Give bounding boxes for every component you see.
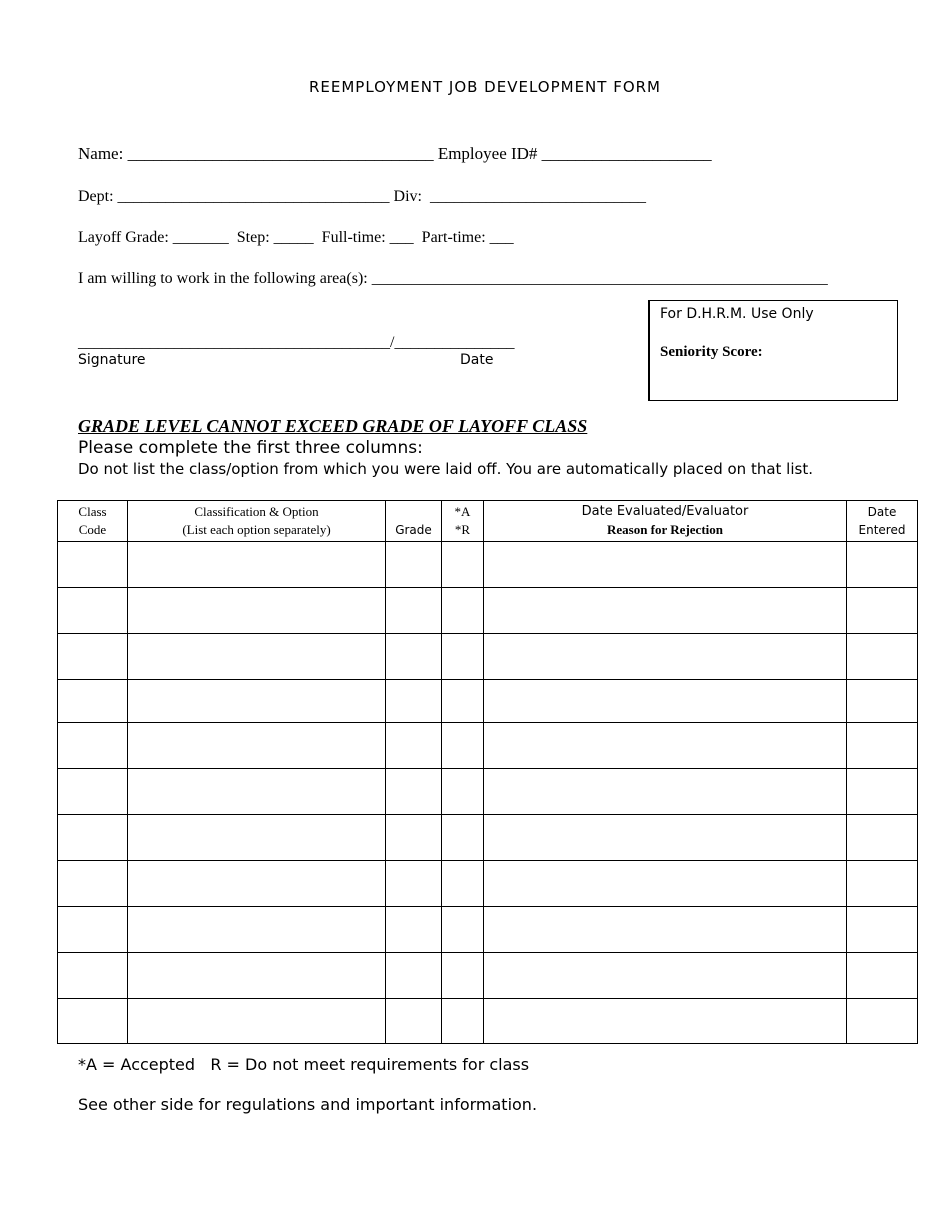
header-evaluated-line1: Date Evaluated/Evaluator — [581, 504, 749, 519]
other-side-note: See other side for regulations and important information. — [78, 1095, 538, 1114]
layoff-grade-field[interactable]: Layoff Grade: _______ Step: _____ Full-time: ___ Part-time: ___ — [78, 229, 514, 246]
evaluation-cell[interactable] — [484, 953, 847, 999]
class-code-cell[interactable] — [58, 588, 128, 634]
grade-cell[interactable] — [386, 769, 442, 815]
header-classification-line2: (List each option separately) — [182, 522, 331, 537]
ar-cell[interactable] — [442, 999, 484, 1044]
classification-cell[interactable] — [128, 861, 386, 907]
header-grade — [386, 501, 442, 542]
ar-cell[interactable] — [442, 588, 484, 634]
form-title: REEMPLOYMENT JOB DEVELOPMENT FORM — [308, 78, 661, 96]
do-not-list-note: Do not list the class/option from which you were laid off. You are automatically placed on that list. — [78, 460, 813, 478]
ar-cell[interactable] — [442, 861, 484, 907]
classification-cell[interactable] — [128, 769, 386, 815]
table-row — [58, 723, 918, 769]
header-date-evaluated — [484, 501, 847, 542]
class-code-cell[interactable] — [58, 907, 128, 953]
date-entered-cell[interactable] — [847, 999, 918, 1044]
class-code-cell[interactable] — [58, 723, 128, 769]
table-row — [58, 815, 918, 861]
classification-cell[interactable] — [128, 815, 386, 861]
table-row — [58, 634, 918, 680]
classification-cell[interactable] — [128, 907, 386, 953]
header-ar-line2: *R — [454, 522, 471, 537]
header-date-entered — [847, 501, 918, 542]
header-classification-line1: Classification & Option — [194, 504, 319, 519]
ar-cell[interactable] — [442, 953, 484, 999]
table-row — [58, 953, 918, 999]
header-grade-label: Grade — [395, 523, 432, 537]
class-code-cell[interactable] — [58, 815, 128, 861]
classification-cell[interactable] — [128, 723, 386, 769]
grade-cell[interactable] — [386, 999, 442, 1044]
header-evaluated-line2: Reason for Rejection — [606, 522, 723, 537]
grade-cell[interactable] — [386, 680, 442, 723]
class-code-cell[interactable] — [58, 680, 128, 723]
table-row — [58, 769, 918, 815]
class-code-cell[interactable] — [58, 861, 128, 907]
table-row — [58, 999, 918, 1044]
header-accepted-rejected — [442, 501, 484, 542]
table-row — [58, 588, 918, 634]
evaluation-cell[interactable] — [484, 907, 847, 953]
class-code-cell[interactable] — [58, 634, 128, 680]
ar-cell[interactable] — [442, 634, 484, 680]
evaluation-cell[interactable] — [484, 542, 847, 588]
table-row — [58, 680, 918, 723]
classification-cell[interactable] — [128, 953, 386, 999]
evaluation-cell[interactable] — [484, 815, 847, 861]
ar-cell[interactable] — [442, 815, 484, 861]
job-development-table — [57, 500, 918, 1044]
dhrm-box-title: For D.H.R.M. Use Only — [660, 306, 814, 322]
classification-cell[interactable] — [128, 680, 386, 723]
ar-cell[interactable] — [442, 723, 484, 769]
ar-cell[interactable] — [442, 907, 484, 953]
table-row — [58, 542, 918, 588]
class-code-cell[interactable] — [58, 953, 128, 999]
header-entered-line2: Entered — [858, 523, 906, 537]
signature-label: Signature — [78, 352, 146, 368]
evaluation-cell[interactable] — [484, 723, 847, 769]
evaluation-cell[interactable] — [484, 999, 847, 1044]
date-entered-cell[interactable] — [847, 861, 918, 907]
willing-areas-field[interactable]: I am willing to work in the following area(s): _________________________________________________________ — [78, 270, 828, 287]
header-classification-option — [128, 501, 386, 542]
ar-cell[interactable] — [442, 769, 484, 815]
class-code-cell[interactable] — [58, 542, 128, 588]
date-label: Date — [460, 352, 494, 368]
date-entered-cell[interactable] — [847, 723, 918, 769]
evaluation-cell[interactable] — [484, 588, 847, 634]
header-class-code-line2: Code — [78, 522, 107, 537]
grade-cell[interactable] — [386, 588, 442, 634]
header-class-code — [58, 501, 128, 542]
header-ar-line1: *A — [454, 504, 471, 519]
evaluation-cell[interactable] — [484, 680, 847, 723]
date-entered-cell[interactable] — [847, 953, 918, 999]
table-body — [58, 542, 918, 1044]
classification-cell[interactable] — [128, 634, 386, 680]
date-entered-cell[interactable] — [847, 769, 918, 815]
grade-cell[interactable] — [386, 815, 442, 861]
name-employee-id-field[interactable]: Name: ____________________________________ Employee ID# ____________________ — [78, 144, 712, 163]
signature-date-line[interactable]: _______________________________________/_______________ — [78, 334, 515, 351]
grade-level-warning: GRADE LEVEL CANNOT EXCEED GRADE OF LAYOFF CLASS — [78, 416, 588, 436]
date-entered-cell[interactable] — [847, 815, 918, 861]
classification-cell[interactable] — [128, 542, 386, 588]
complete-columns-note: Please complete the first three columns: — [78, 438, 423, 458]
classification-cell[interactable] — [128, 999, 386, 1044]
table-row — [58, 861, 918, 907]
evaluation-cell[interactable] — [484, 634, 847, 680]
grade-cell[interactable] — [386, 723, 442, 769]
accept-reject-legend: *A = Accepted R = Do not meet requirements for class — [78, 1055, 530, 1074]
table-header-row — [58, 501, 918, 542]
evaluation-cell[interactable] — [484, 769, 847, 815]
grade-cell[interactable] — [386, 634, 442, 680]
class-code-cell[interactable] — [58, 769, 128, 815]
date-entered-cell[interactable] — [847, 907, 918, 953]
evaluation-cell[interactable] — [484, 861, 847, 907]
header-entered-line1: Date — [867, 505, 897, 519]
ar-cell[interactable] — [442, 542, 484, 588]
grade-cell[interactable] — [386, 907, 442, 953]
grade-cell[interactable] — [386, 953, 442, 999]
classification-cell[interactable] — [128, 588, 386, 634]
date-entered-cell[interactable] — [847, 542, 918, 588]
dept-div-field[interactable]: Dept: __________________________________ Div: ___________________________ — [78, 188, 646, 205]
date-entered-cell[interactable] — [847, 680, 918, 723]
grade-cell[interactable] — [386, 542, 442, 588]
seniority-score-label: Seniority Score: — [660, 344, 763, 360]
header-class-code-line1: Class — [78, 504, 107, 519]
ar-cell[interactable] — [442, 680, 484, 723]
date-entered-cell[interactable] — [847, 634, 918, 680]
table-row — [58, 907, 918, 953]
grade-cell[interactable] — [386, 861, 442, 907]
date-entered-cell[interactable] — [847, 588, 918, 634]
class-code-cell[interactable] — [58, 999, 128, 1044]
